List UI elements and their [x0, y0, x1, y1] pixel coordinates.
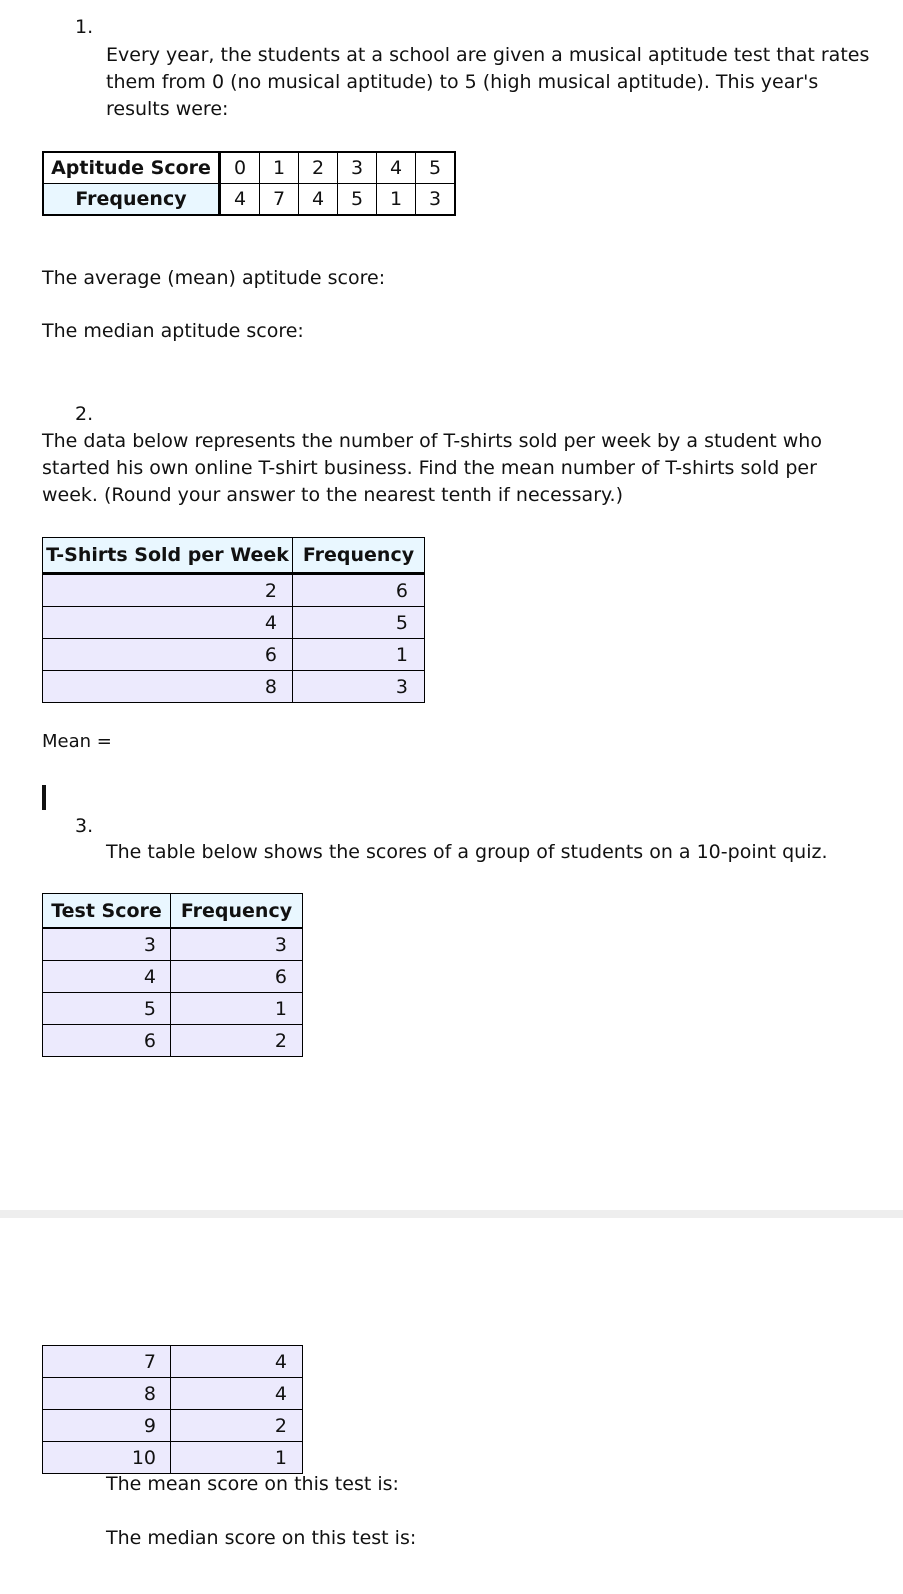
- aptitude-table: [42, 151, 456, 216]
- table-row: [43, 1346, 303, 1378]
- tshirts-cell: 2: [43, 574, 293, 607]
- score-cell: 9: [43, 1410, 171, 1442]
- table-row: [43, 1025, 303, 1057]
- question-3-intro: The table below shows the scores of a group of students on a 10-point quiz.: [106, 841, 828, 863]
- frequency-cell: 7: [260, 184, 299, 216]
- tshirts-cell: 6: [43, 639, 293, 671]
- question-2-intro: The data below represents the number of T-shirts sold per week by a student who started his own online T-shirt business. Find the mean number of T-shirts sold per week. (Round your answer to the nearest tenth if necessary.): [42, 430, 822, 506]
- frequency-cell: 3: [293, 671, 425, 703]
- page-divider: [0, 1210, 903, 1218]
- score-cell: 7: [43, 1346, 171, 1378]
- header-frequency: Frequency: [171, 894, 303, 929]
- aptitude-frequency-row: [43, 184, 455, 216]
- quiz-score-table-continued: [42, 1345, 303, 1474]
- frequency-cell: 4: [220, 184, 260, 216]
- header-test-score: Test Score: [43, 894, 171, 929]
- tshirts-cell: 8: [43, 671, 293, 703]
- mean-aptitude-prompt: The average (mean) aptitude score:: [42, 267, 386, 289]
- score-cell: 6: [43, 1025, 171, 1057]
- text-cursor: [42, 785, 46, 810]
- table-row: [43, 574, 425, 607]
- question-3-number: 3.: [75, 815, 94, 837]
- frequency-cell: 1: [293, 639, 425, 671]
- score-cell: 3: [338, 152, 377, 184]
- table-row: [43, 1410, 303, 1442]
- score-cell: 8: [43, 1378, 171, 1410]
- frequency-cell: 5: [293, 607, 425, 639]
- table-row: [43, 1442, 303, 1474]
- tshirt-table: [42, 537, 425, 703]
- mean-score-prompt: The mean score on this test is:: [106, 1473, 399, 1495]
- table-row: [43, 928, 303, 961]
- table-header-row: [43, 894, 303, 929]
- frequency-cell: 1: [171, 1442, 303, 1474]
- frequency-cell: 1: [171, 993, 303, 1025]
- aptitude-score-row: [43, 152, 455, 184]
- table-row: [43, 1378, 303, 1410]
- frequency-cell: 6: [171, 961, 303, 993]
- quiz-score-table: [42, 893, 303, 1057]
- score-cell: 1: [260, 152, 299, 184]
- mean-label: Mean =: [42, 731, 112, 752]
- tshirts-cell: 4: [43, 607, 293, 639]
- median-score-prompt: The median score on this test is:: [106, 1527, 417, 1549]
- row-header-frequency: Frequency: [43, 184, 220, 216]
- frequency-cell: 3: [171, 928, 303, 961]
- score-cell: 4: [43, 961, 171, 993]
- table-row: [43, 993, 303, 1025]
- score-cell: 5: [416, 152, 456, 184]
- frequency-cell: 2: [171, 1025, 303, 1057]
- score-cell: 5: [43, 993, 171, 1025]
- frequency-cell: 3: [416, 184, 456, 216]
- score-cell: 10: [43, 1442, 171, 1474]
- frequency-cell: 4: [171, 1378, 303, 1410]
- frequency-cell: 6: [293, 574, 425, 607]
- row-header-score: Aptitude Score: [43, 152, 220, 184]
- median-aptitude-prompt: The median aptitude score:: [42, 320, 304, 342]
- table-row: [43, 639, 425, 671]
- score-cell: 2: [299, 152, 338, 184]
- question-2-number: 2.: [75, 403, 94, 425]
- score-cell: 4: [377, 152, 416, 184]
- table-row: [43, 607, 425, 639]
- score-cell: 0: [220, 152, 260, 184]
- score-cell: 3: [43, 928, 171, 961]
- frequency-cell: 1: [377, 184, 416, 216]
- table-header-row: [43, 538, 425, 574]
- header-frequency: Frequency: [293, 538, 425, 574]
- frequency-cell: 5: [338, 184, 377, 216]
- table-row: [43, 961, 303, 993]
- frequency-cell: 2: [171, 1410, 303, 1442]
- frequency-cell: 4: [171, 1346, 303, 1378]
- question-1-intro: Every year, the students at a school are given a musical aptitude test that rates them from 0 (no musical aptitude) to 5 (high musical aptitude). This year's results were:: [106, 44, 870, 120]
- question-1-number: 1.: [75, 16, 94, 38]
- frequency-cell: 4: [299, 184, 338, 216]
- table-row: [43, 671, 425, 703]
- header-tshirts-sold: T-Shirts Sold per Week: [43, 538, 293, 574]
